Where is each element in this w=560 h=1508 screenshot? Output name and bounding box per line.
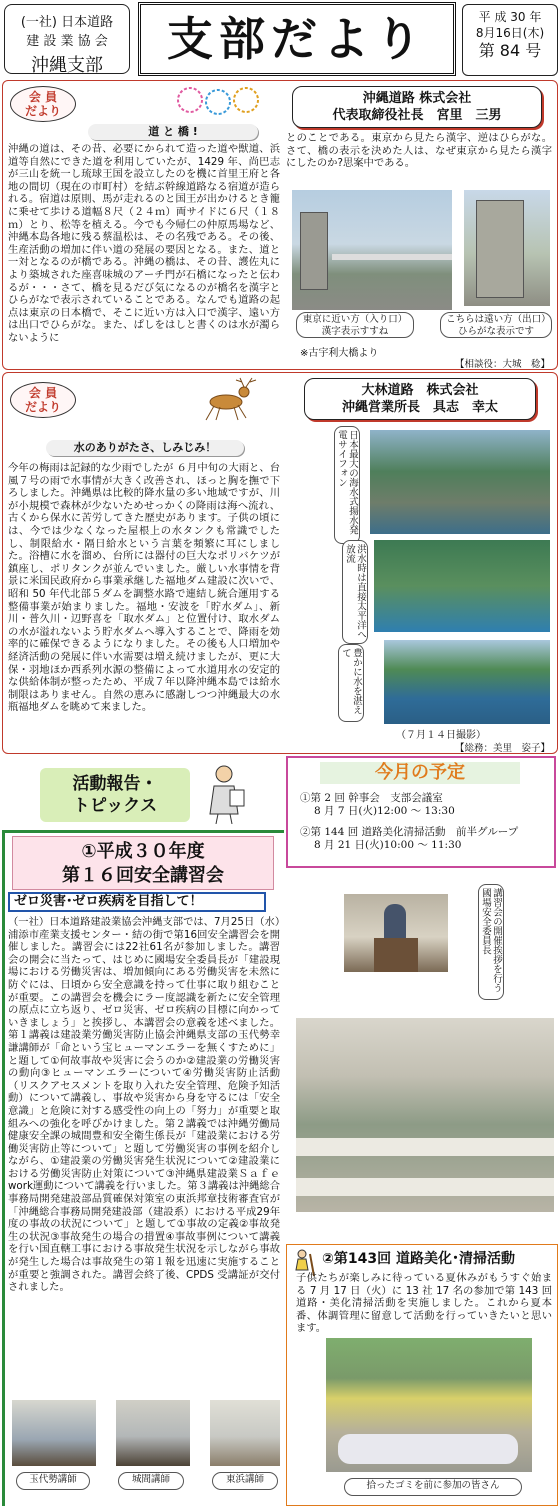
- section2-author: 大林道路 株式会社 沖縄営業所長 具志 幸太: [304, 378, 536, 420]
- safety-body: （一社）日本道路建設業協会沖縄支部では、7月25日（水）浦添市産業支援センター・結の街で第16回安全講習会を開催しました。講習会には22社61名が参加しました。講習会の開会に当たって、はじめに國場安全委員長が「建設現場における労働災害は、増加傾向にある労働災害を未然に防ぐには、日頃から安全意識を持って仕事に取り組むことが重要。この講習会を機会にラー度認識を新たに安全管理の原点に立ち返り、ゼロ災害、ゼロ疾病の目標に向かっていきましょう」と挨拶し、本講習会の意義を述べました。第１講義は建設業労働災害防止協会沖縄県支部の玉代勢幸謙講師が「命という宝ヒューマンエラーを無くすために」と題して①何故事故や災害に会うのか②建設業の労働災害の動向③ヒューマンエラーについて④労働災害防止活動（リスクアセスメントを取り入れた安全管理、危険予知活動）について講義し、事故や災害から身を守るには「安全意識」と危険に対する感受性の向上の「努力」が重要と取組みへの強化を呼びかけました。第２講義では沖縄労働局健康安全課の城間豊和安全衛生係長が「建設業における労働災害防止等について」と題して労働災害の事例を紹介しながら、①建設業の労働災害発生状況について②建設業における労働災害防止対策について③沖縄県建設業Ｓａｆｅ work運動について講義を行いました。第３講義は沖縄総合事務局開発建設部品質確保対策室の東浜邦章技術審査官が「沖縄総合事務局開発建設部（建設系）における平成29年度の事故の状況について」と題して①事故の定義②事故発生の状況③事故発生の場合の措置④事故事例について講義を行い国直轄工事における事故発生状況を示しながら事故が発生した場合は事故発生の第１報を迅速に実施することが重要と強調された。講習会終了後、CPDS 受講証が交付されました。: [8, 916, 280, 1294]
- dam-photo-siphon: [370, 430, 550, 534]
- bridge-photo-hiragana: [464, 190, 550, 306]
- bridge-photo-kanji: [292, 190, 452, 310]
- section1-subtitle: 道 と 橋 !: [88, 124, 258, 140]
- org-line3: 沖縄支部: [31, 55, 103, 76]
- bridge-caption-kanji: 東京に近い方（入り口）漢字表示すすね: [296, 312, 414, 338]
- instructor-caption-2: 城間講師: [118, 1472, 184, 1490]
- section2-credit: 【総務：美里 姿子】: [454, 743, 550, 754]
- date-year: 平 成 30 年: [478, 10, 542, 24]
- necklace-illustration: [160, 84, 270, 120]
- greeting-photo: [344, 894, 448, 972]
- bridge-photo-note: ※古宇利大橋より: [300, 348, 379, 359]
- issue-date-box: [462, 4, 558, 76]
- deer-icon: [198, 376, 258, 424]
- greeting-caption: 講習会の開催挨拶を行う國場安全委員長: [478, 884, 504, 1000]
- cleanup-group-photo: [326, 1338, 532, 1472]
- instructor-photo-1: [12, 1400, 96, 1466]
- cleanup-title: ②第143回 道路美化･清掃活動: [322, 1251, 515, 1267]
- member-badge-2: 会 員 だより: [10, 382, 76, 418]
- section1-body-right: とのことである。東京から見たら漢字、逆はひらがな。さて、橋の表示を決めた人は、なぜ東京から見たら漢字にしたのか?思案中である。: [286, 132, 552, 170]
- instructor-caption-3: 東浜講師: [212, 1472, 278, 1490]
- section2-subtitle: 水のありがたさ、しみじみ！: [46, 440, 244, 456]
- topics-banner: 活動報告・ トピックス: [40, 768, 190, 822]
- instructor-photo-3: [210, 1400, 280, 1466]
- organization-box: [4, 4, 130, 74]
- org-line1: (一社) 日本道路: [20, 15, 114, 30]
- cleanup-body: 子供たちが楽しみに待っている夏休みがもうすぐ始まる 7 月 17 日（火）に 13 社 17 名の参加で第 143 回道路・美化清掃活動を実施しました。これから夏本番、体調管理に留意して活動を行っていきたいと思います。: [296, 1272, 552, 1335]
- section1-credit: 【相談役：大城 稔】: [454, 359, 550, 370]
- section1-author: 沖縄道路 株式会社 代表取締役社長 宮里 三男: [292, 86, 542, 128]
- dam-photo-spillway: [374, 540, 550, 632]
- schedule-item-1: ①第 2 回 幹事会 支部会議室 8 月 7 日(火)12:00 ～ 13:30: [300, 792, 455, 817]
- section1-body-left: 沖縄の道は、その昔、必要にかられて造った道や獣道、浜道等自然にできた道を利用していたが、1429 年、尚巴志が三山を統一し琉球王国を設立したのを機に首里王府と各地の間切（現在の市町村）を結ぶ幹線道路なる宿道が造られる。宿道は原則、馬が走れるのと国王が出かけるとき籠に乗せて歩ける道幅８尺（２４ｍ）両サイドに６尺（１８ｍ）とり、松等を植える。今でも今帰仁の仲原馬場など、沖縄本島各地に残る蔡温松は、その名残である。その後、生産活動の増加に伴い道の発展の要因となる。また、道と一対となるのが橋である。沖縄の橋は、その昔、護佐丸により築城された座喜味城のアーチ門が石橋になったと伝わるが・・・さて、橋を見るだび気になるのが橋名を漢字とひらがなで表示されていることである。なんでも道路の起点は東京の日本橋で、そこに近い方は入口で漢字、遠い方は出口でひらがな。また、ぱしをはしと書くのは水が濁らないように: [8, 143, 280, 344]
- org-line2: 建 設 業 協 会: [26, 34, 108, 49]
- section2-body: 今年の梅雨は記録的な少雨でしたが ６月中旬の大雨と、台風７号の雨で水事情が大きく改善され、ほっと胸を撫で下ろしました。沖縄県は比較的降水量の多い地域ですが、川が小規模で森林が少ないためせっかくの降雨は海へ流れ、古くから保水に苦労してきた歴史があります。子供の頃には、今では少なくなった屋根上の水タンクも常識でしたし、制限給水・隔日給水という言葉を頻繁に耳にしました。浴槽に水を溜め、台所には器付の巨大なポリバケツが鎮座し、ポリタンクが並んでいました。厳しい水事情を背景に米国民政府から事業承継した福地ダム建設に次いで、昭和 50 年代北部５ダムを調整水路で連結し統合運用する整備事業が始まりました。福地・安波を「貯水ダム」、新川・普久川・辺野喜を「取水ダム」と位置付け、取水ダムの水が溢れないよう貯水ダムへ導入することで、降雨を効率的に確保できるようになりました。その後も人口増加や経済活動の発展に伴い水需要は増え続けましたが、更に大保・羽地ほか西系列水源の整備によって水道用水の安定的な供給体制が整ったため、平成７年以降沖縄本島では給水制限はありません。自然の恵みに感謝しつつ沖縄最大の水瓶福地ダムを眺めて来ました。: [8, 462, 280, 714]
- safety-title-box: ①平成３０年度 第１６回安全講習会: [12, 836, 274, 890]
- lecture-audience-photo: [296, 1018, 554, 1212]
- issue-number: 第 84 号: [478, 41, 542, 60]
- cleanup-photo-caption: 拾ったゴミを前に参加の皆さん: [344, 1478, 522, 1496]
- newsletter-title: 支部だより: [138, 2, 456, 76]
- date-day: 8月16日(木): [475, 26, 545, 40]
- schedule-title: 今月の予定: [320, 762, 520, 784]
- dam-caption-flood: 洪水時は直接太平洋へ放流: [342, 540, 368, 644]
- safety-slogan: ゼロ災害･ゼロ疾病を目指して！: [8, 892, 266, 912]
- dam-photo-date: （７月１４日撮影）: [396, 730, 486, 741]
- dam-photo-reservoir: [384, 640, 550, 724]
- presenter-icon: [200, 762, 250, 824]
- instructor-photo-2: [116, 1400, 190, 1466]
- bridge-caption-hiragana: こちらは遠い方（出口）ひらがな表示です: [440, 312, 552, 338]
- dam-caption-siphon: 日本最大の海水式揚水発電サイフォン: [334, 426, 360, 544]
- dam-caption-water: 豊かに水を湛えて: [338, 644, 364, 722]
- instructor-caption-1: 玉代勢講師: [16, 1472, 90, 1490]
- schedule-item-2: ②第 144 回 道路美化清掃活動 前半グループ 8 月 21 日(火)10:00 ～ 11:30: [300, 826, 519, 851]
- member-badge-1: 会 員 だより: [10, 86, 76, 122]
